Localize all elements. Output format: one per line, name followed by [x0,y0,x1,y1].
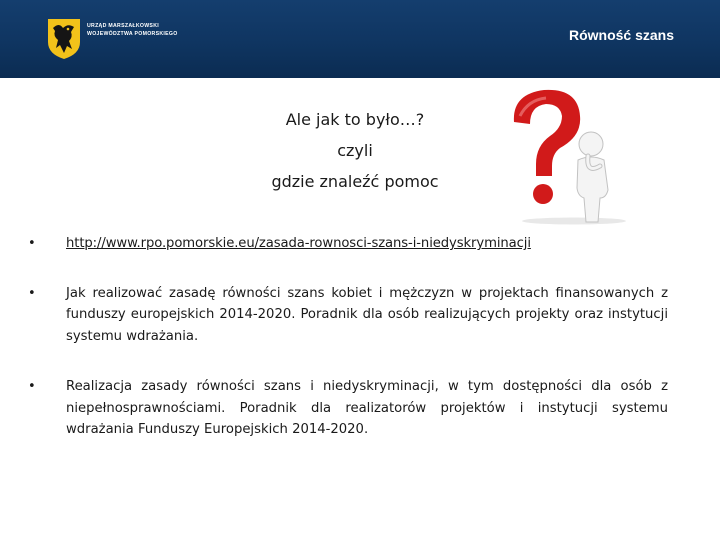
header-bar [0,0,720,78]
list-item [28,283,668,348]
header-title: Równość szans [568,27,674,43]
list-item [28,233,668,255]
list-item [28,376,668,441]
list-item-text: Realizacja zasady równości szans i niedyskryminacji, w tym dostępności dla osób z niepełnosprawnościami. Poradnik dla realizatorów projektów i instytucji systemu wdrażania Funduszy Europejskich 2014-2020. [66,379,668,437]
heading-line-3: gdzie znaleźć pomoc [271,172,439,191]
question-mark-figure-icon [490,80,640,226]
heading-line-2: czyli [337,141,373,160]
bullet-list [28,233,668,441]
griffin-emblem-icon [47,18,81,60]
logo-text [87,23,178,38]
logo-line-2: WOJEWÓDZTWA POMORSKIEGO [87,30,178,37]
program-website-link[interactable]: http://www.rpo.pomorskie.eu/zasada-rownosci-szans-i-niedyskryminacji [66,236,531,251]
bullet-marker: • [28,285,36,301]
bullet-marker: • [28,236,36,251]
bullet-marker: • [28,379,36,394]
slide-heading [200,104,510,197]
list-item-text: Jak realizować zasadę równości szans kobiet i mężczyzn w projektach finansowanych z funduszy europejskich 2014-2020. Poradnik dla osób realizujących projekty oraz instytucji systemu wdrażania. [66,285,668,344]
heading-line-1: Ale jak to było…? [285,110,425,129]
logo-line-1: URZĄD MARSZAŁKOWSKI [87,23,159,29]
